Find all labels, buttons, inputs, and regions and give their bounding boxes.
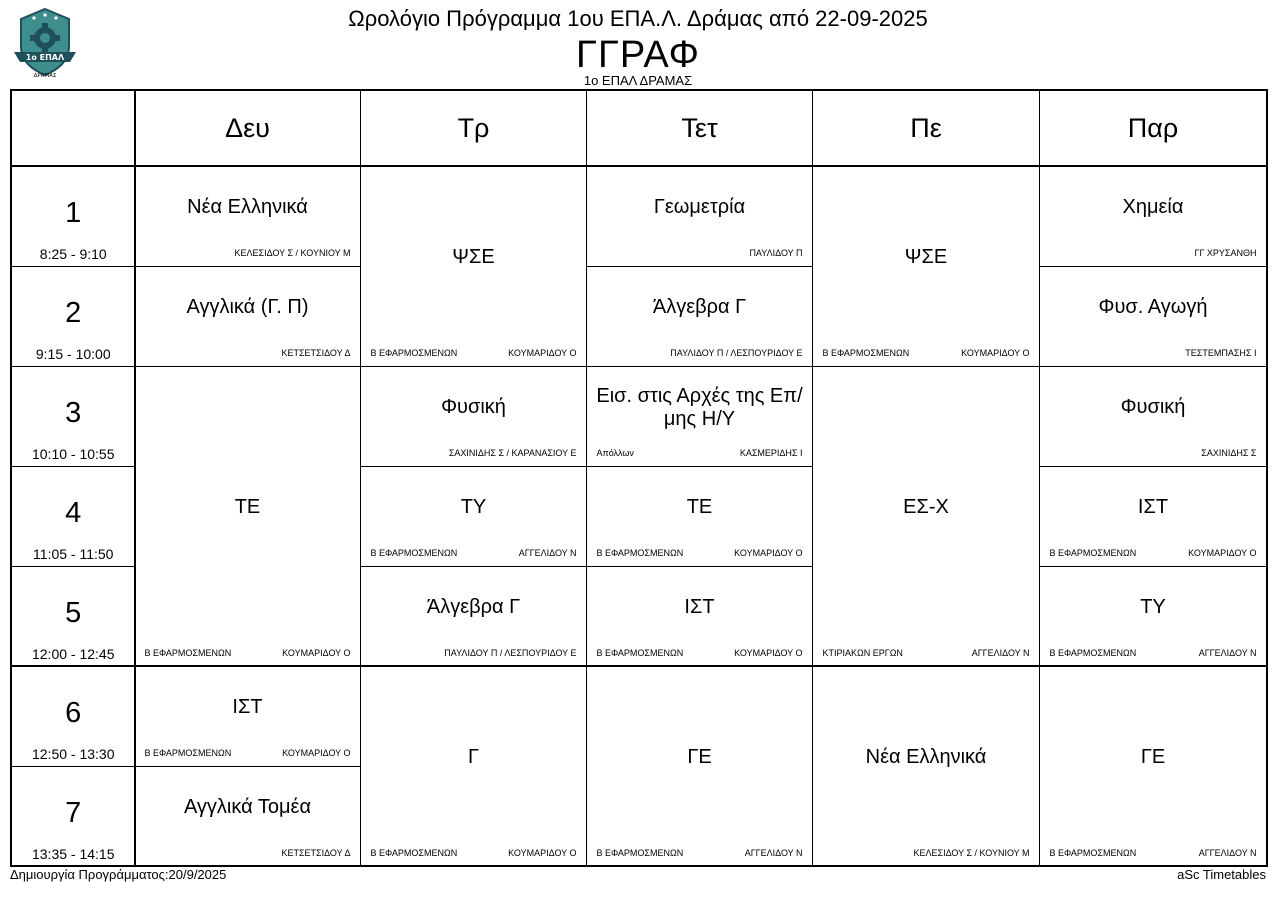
period-cell: [12, 166, 135, 266]
lesson-cell[interactable]: [1040, 366, 1267, 466]
lesson-cell[interactable]: [1040, 566, 1267, 666]
lesson-teacher: ΓΓ ΧΡΥΣΑΝΘΗ: [1194, 247, 1257, 258]
grid-line: [1040, 566, 1267, 567]
lesson-teacher: ΑΓΓΕΛΙΔΟΥ Ν: [1198, 647, 1257, 658]
lesson-teacher: ΠΑΥΛΙΔΟΥ Π: [749, 247, 803, 258]
lesson-cell[interactable]: [135, 366, 361, 666]
period-cell: [12, 566, 135, 666]
grid-line: [361, 366, 587, 367]
logo-text: 1ο ΕΠΑΛ: [25, 53, 65, 62]
lesson-room: Β ΕΦΑΡΜΟΣΜΕΝΩΝ: [596, 847, 684, 858]
lesson-teacher: ΑΓΓΕΛΙΔΟΥ Ν: [518, 547, 577, 558]
period-time: 12:50 - 13:30: [31, 745, 115, 762]
lesson-teacher: ΚΟΥΜΑΡΙΔΟΥ Ο: [282, 647, 351, 658]
lesson-room: Β ΕΦΑΡΜΟΣΜΕΝΩΝ: [370, 347, 458, 358]
lesson-cell[interactable]: [587, 566, 813, 666]
lesson-room: Β ΕΦΑΡΜΟΣΜΕΝΩΝ: [370, 847, 458, 858]
grid-line: [361, 466, 587, 467]
lesson-room: Β ΕΦΑΡΜΟΣΜΕΝΩΝ: [596, 547, 684, 558]
lesson-teacher: ΑΓΓΕΛΙΔΟΥ Ν: [971, 647, 1030, 658]
lesson-cell[interactable]: [135, 166, 361, 266]
period-number: 6: [65, 696, 82, 729]
grid-line: [361, 566, 587, 567]
lesson-cell[interactable]: [813, 666, 1040, 866]
lesson-cell[interactable]: [135, 766, 361, 866]
lesson-cell[interactable]: [587, 366, 813, 466]
lesson-teacher: ΚΟΥΜΑΡΙΔΟΥ Ο: [508, 347, 577, 358]
grid-line: [1039, 89, 1040, 866]
period-time: 10:10 - 10:55: [31, 445, 115, 462]
lesson-cell[interactable]: [587, 166, 813, 266]
lesson-room: Β ΕΦΑΡΜΟΣΜΕΝΩΝ: [144, 747, 232, 758]
lesson-subject: Νέα Ελληνικά: [187, 196, 308, 218]
lesson-subject: Αγγλικά Τομέα: [183, 796, 312, 818]
grid-line: [135, 766, 361, 767]
grid-line: [1040, 266, 1267, 267]
lesson-cell[interactable]: [361, 366, 587, 466]
period-cell: [12, 466, 135, 566]
lesson-subject: ΤΕ: [686, 496, 713, 518]
grid-line: [10, 566, 135, 567]
lesson-room: Β ΕΦΑΡΜΟΣΜΕΝΩΝ: [1049, 847, 1137, 858]
class-name: ΓΓΡΑΦ: [576, 34, 700, 76]
lesson-teacher: ΚΟΥΜΑΡΙΔΟΥ Ο: [734, 647, 803, 658]
day-header: Πε: [910, 112, 942, 143]
lesson-subject: Φυσική: [441, 396, 506, 418]
lesson-room: ΚΤΙΡΙΑΚΩΝ ΕΡΓΩΝ: [822, 647, 903, 658]
lesson-teacher: ΚΕΤΣΕΤΣΙΔΟΥ Δ: [281, 847, 351, 858]
lesson-subject: ΙΣΤ: [1137, 496, 1169, 518]
lesson-subject: Άλγεβρα Γ: [426, 596, 521, 618]
lesson-cell[interactable]: [361, 666, 587, 866]
grid-line: [10, 266, 135, 267]
lesson-teacher: ΚΟΥΜΑΡΙΔΟΥ Ο: [961, 347, 1030, 358]
period-number: 4: [65, 496, 82, 529]
lesson-subject: ΤΥ: [460, 496, 487, 518]
lesson-cell[interactable]: [587, 666, 813, 866]
period-number: 1: [65, 196, 82, 229]
lesson-subject: ΨΣΕ: [452, 246, 495, 268]
grid-line: [10, 466, 135, 467]
lesson-cell[interactable]: [1040, 666, 1267, 866]
lesson-teacher: ΑΓΓΕΛΙΔΟΥ Ν: [1198, 847, 1257, 858]
lesson-subject: Χημεία: [1122, 196, 1184, 218]
day-header: Τρ: [457, 112, 490, 143]
grid-line: [812, 89, 813, 866]
lesson-room: Β ΕΦΑΡΜΟΣΜΕΝΩΝ: [1049, 547, 1137, 558]
school-name: 1ο ΕΠΑΛ ΔΡΑΜΑΣ: [583, 73, 693, 88]
lesson-teacher: ΚΕΤΣΕΤΣΙΔΟΥ Δ: [281, 347, 351, 358]
lesson-subject: ΕΣ-Χ: [903, 496, 949, 518]
lesson-teacher: ΚΑΣΜΕΡΙΔΗΣ Ι: [739, 447, 803, 458]
lesson-subject: Εισ. στις Αρχές της Επ/μης Η/Υ: [596, 384, 803, 430]
lesson-room: Β ΕΦΑΡΜΟΣΜΕΝΩΝ: [596, 647, 684, 658]
lesson-subject: ΤΥ: [1140, 596, 1166, 618]
timetable-grid: [10, 89, 1268, 867]
lesson-subject: Νέα Ελληνικά: [865, 746, 987, 768]
lesson-teacher: ΚΕΛΕΣΙΔΟΥ Σ / ΚΟΥΝΙΟΥ Μ: [913, 847, 1030, 858]
grid-line: [10, 665, 1267, 667]
lesson-cell[interactable]: [1040, 166, 1267, 266]
grid-line: [586, 89, 587, 866]
created-date: Δημιουργία Προγράμματος:20/9/2025: [10, 867, 227, 882]
lesson-cell[interactable]: [135, 266, 361, 366]
lesson-subject: ΨΣΕ: [904, 246, 948, 268]
period-time: 12:00 - 12:45: [31, 645, 115, 662]
lesson-cell[interactable]: [587, 466, 813, 566]
day-header: Τετ: [681, 112, 718, 143]
lesson-cell[interactable]: [813, 166, 1040, 366]
lesson-subject: ΓΕ: [687, 746, 712, 768]
day-header: Παρ: [1127, 112, 1179, 143]
lesson-teacher: ΚΕΛΕΣΙΔΟΥ Σ / ΚΟΥΝΙΟΥ Μ: [234, 247, 351, 258]
grid-line: [360, 89, 361, 866]
lesson-cell[interactable]: [361, 566, 587, 666]
grid-line: [10, 766, 135, 767]
lesson-subject: Γ: [467, 746, 479, 768]
lesson-cell[interactable]: [587, 266, 813, 366]
lesson-subject: ΤΕ: [234, 496, 261, 518]
grid-line: [135, 366, 361, 367]
grid-line: [813, 366, 1040, 367]
lesson-subject: Φυσική: [1120, 396, 1186, 418]
lesson-teacher: ΚΟΥΜΑΡΙΔΟΥ Ο: [508, 847, 577, 858]
lesson-teacher: ΣΑΧΙΝΙΔΗΣ Σ / ΚΑΡΑΝΑΣΙΟΥ Ε: [448, 447, 577, 458]
lesson-cell[interactable]: [1040, 466, 1267, 566]
lesson-room: Β ΕΦΑΡΜΟΣΜΕΝΩΝ: [822, 347, 910, 358]
lesson-subject: Αγγλικά (Γ. Π): [186, 296, 309, 318]
lesson-teacher: ΠΑΥΛΙΔΟΥ Π / ΛΕΣΠΟΥΡΙΔΟΥ Ε: [444, 647, 577, 658]
lesson-subject: ΙΣΤ: [684, 596, 715, 618]
lesson-subject: ΙΣΤ: [232, 696, 263, 718]
grid-line: [587, 566, 813, 567]
lesson-teacher: ΚΟΥΜΑΡΙΔΟΥ Ο: [734, 547, 803, 558]
lesson-teacher: ΠΑΥΛΙΔΟΥ Π / ΛΕΣΠΟΥΡΙΔΟΥ Ε: [670, 347, 803, 358]
lesson-room: Β ΕΦΑΡΜΟΣΜΕΝΩΝ: [144, 647, 232, 658]
period-number: 3: [65, 396, 82, 429]
lesson-subject: ΓΕ: [1140, 746, 1166, 768]
lesson-teacher: ΚΟΥΜΑΡΙΔΟΥ Ο: [1188, 547, 1257, 558]
period-cell: [12, 266, 135, 366]
generator-credit: aSc Timetables: [1177, 867, 1266, 882]
period-time: 11:05 - 11:50: [33, 545, 114, 562]
grid-line: [1040, 466, 1267, 467]
period-cell: [12, 366, 135, 466]
period-time: 13:35 - 14:15: [31, 845, 115, 862]
day-header: Δευ: [225, 112, 270, 143]
period-time: 8:25 - 9:10: [39, 245, 107, 262]
lesson-subject: Άλγεβρα Γ: [652, 296, 747, 318]
lesson-teacher: ΚΟΥΜΑΡΙΔΟΥ Ο: [282, 747, 351, 758]
period-time: 9:15 - 10:00: [35, 345, 111, 362]
lesson-room: Β ΕΦΑΡΜΟΣΜΕΝΩΝ: [1049, 647, 1137, 658]
period-number: 7: [65, 796, 82, 829]
grid-line: [134, 89, 136, 866]
lesson-cell[interactable]: [135, 666, 361, 766]
lesson-subject: Γεωμετρία: [653, 196, 746, 218]
lesson-teacher: ΣΑΧΙΝΙΔΗΣ Σ: [1201, 447, 1257, 458]
grid-line: [10, 165, 1267, 168]
grid-line: [1040, 366, 1267, 367]
grid-line: [135, 266, 361, 267]
lesson-cell[interactable]: [361, 466, 587, 566]
grid-line: [587, 466, 813, 467]
grid-line: [587, 366, 813, 367]
lesson-cell[interactable]: [813, 366, 1040, 666]
lesson-room: Β ΕΦΑΡΜΟΣΜΕΝΩΝ: [370, 547, 458, 558]
lesson-teacher: ΑΓΓΕΛΙΔΟΥ Ν: [744, 847, 803, 858]
timetable-title: Ωρολόγιο Πρόγραμμα 1ου ΕΠΑ.Λ. Δράμας από 22-09-2025: [348, 6, 928, 31]
grid-line: [587, 266, 813, 267]
grid-line: [10, 366, 135, 367]
lesson-cell[interactable]: [361, 166, 587, 366]
period-cell: [12, 766, 135, 866]
logo-caption: ΔΡΑΜΑΣ: [33, 73, 57, 79]
lesson-cell[interactable]: [1040, 266, 1267, 366]
period-cell: [12, 666, 135, 766]
period-number: 5: [65, 596, 82, 629]
lesson-subject: Φυσ. Αγωγή: [1098, 296, 1208, 318]
lesson-room: Απόλλων: [596, 447, 634, 458]
lesson-teacher: ΤΕΣΤΕΜΠΑΣΗΣ Ι: [1185, 347, 1257, 358]
period-number: 2: [65, 296, 82, 329]
